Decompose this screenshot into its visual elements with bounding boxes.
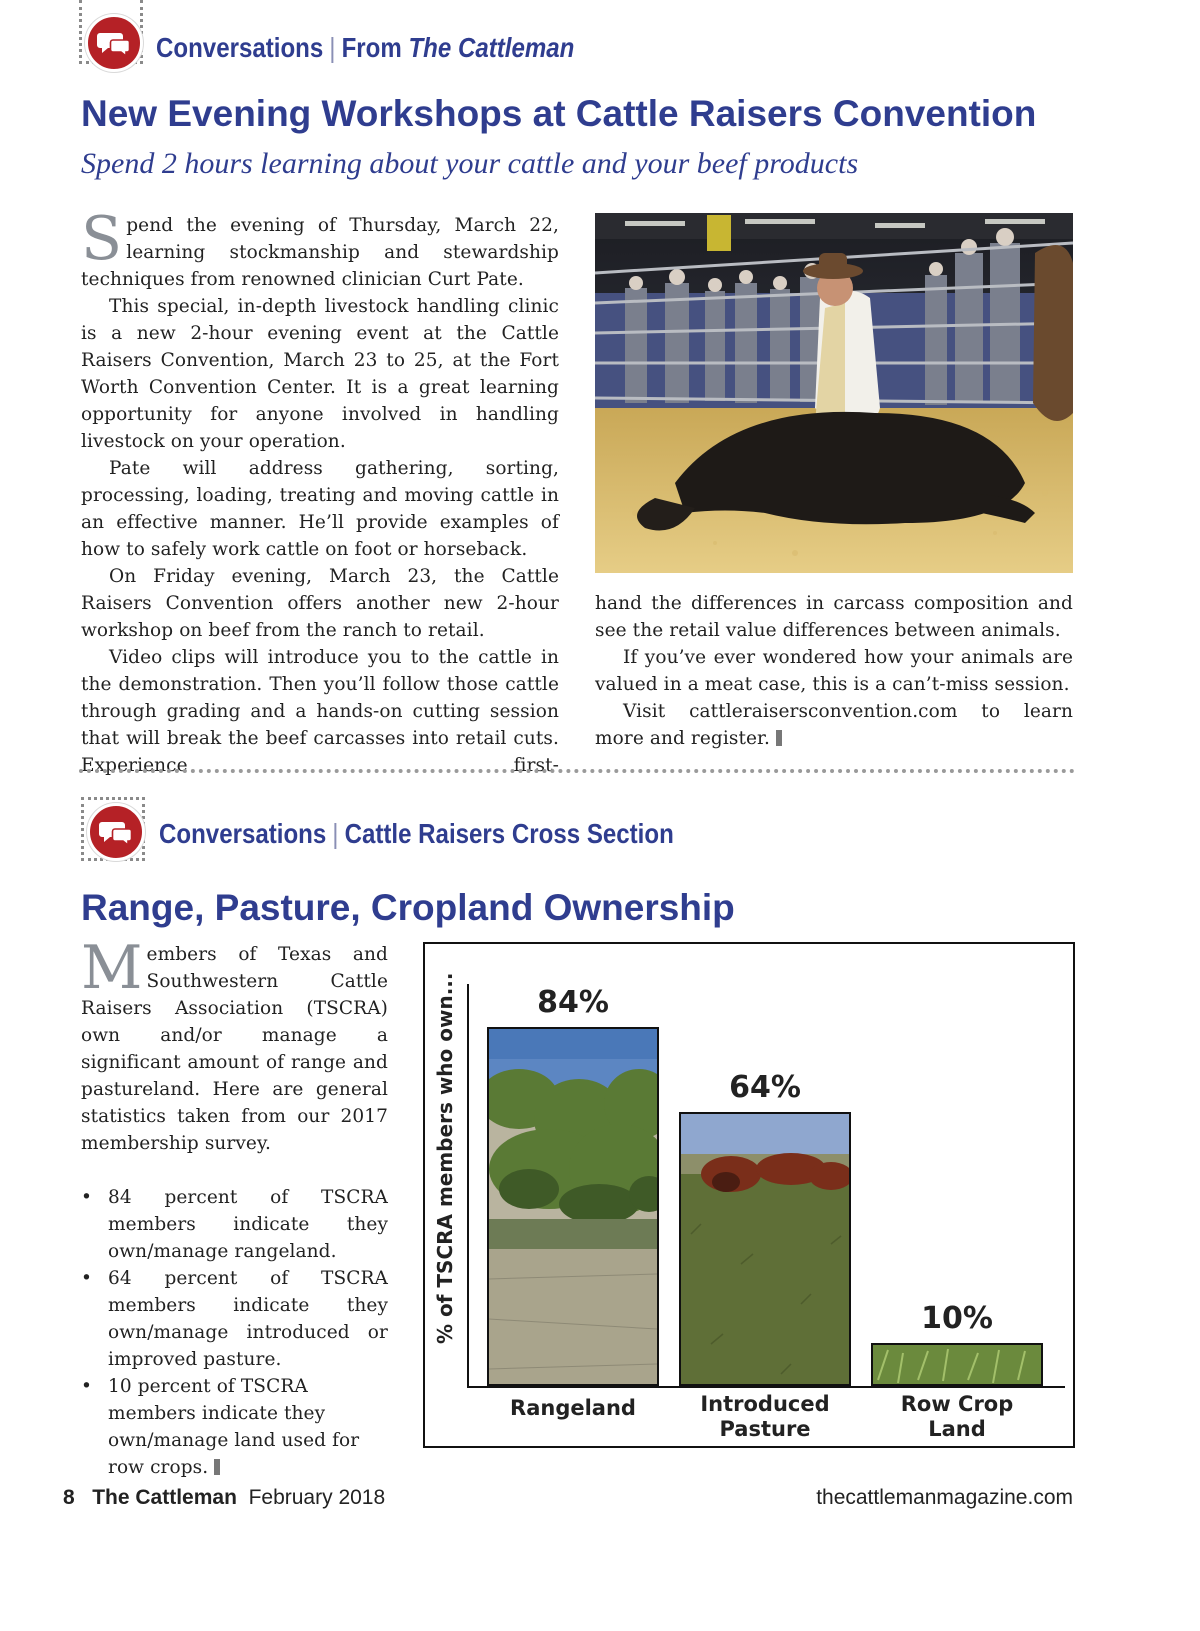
website-link[interactable]: thecattlemanmagazine.com	[816, 1486, 1073, 1509]
tag-separator: |	[332, 818, 339, 849]
speech-bubbles-icon	[87, 803, 145, 861]
section-divider	[79, 769, 1075, 773]
category-label: Introduced Pasture	[700, 1392, 830, 1441]
paragraph: Spend the evening of Thursday, March 22, learning stockmanship and stewardship techniques from renowned clinician Curt Pate.	[81, 204, 559, 290]
cross-section-text	[81, 933, 388, 1481]
paragraph: Visit cattleraisersconvention.com to learn more and register.	[595, 701, 1073, 749]
section-tag	[156, 32, 574, 64]
drop-cap: M	[81, 933, 143, 1003]
paragraph: hand the differences in carcass composition and see the retail value differences between animals.	[595, 593, 1073, 641]
bar-value-label: 84%	[537, 985, 609, 1020]
tag-source: Cattle Raisers Cross Section	[344, 818, 674, 849]
article-deck: Spend 2 hours learning about your cattle and your beef products	[81, 147, 859, 180]
end-mark	[776, 730, 782, 746]
bar-row-crop-land	[871, 1343, 1043, 1386]
paragraph: On Friday evening, March 23, the Cattle Raisers Convention offers another new 2-hour workshop on beef from the ranch to retail.	[81, 566, 559, 641]
paragraph: Video clips will introduce you to the cattle in the demonstration. Then you’ll follow those cattle through grading and a hands-on cutting session that will break the beef carcasses into retail cuts. Experience first-	[81, 647, 559, 776]
paragraph: Pate will address gathering, sorting, processing, loading, treating and moving cattle in an effective manner. He’ll provide examples of how to safely work cattle on foot or horseback.	[81, 458, 559, 560]
end-mark	[214, 1459, 220, 1475]
paragraph: If you’ve ever wondered how your animals are valued in a meat case, this is a can’t-miss session.	[595, 647, 1073, 695]
article-column-right	[595, 590, 1073, 752]
section-headline: Range, Pasture, Cropland Ownership	[81, 887, 735, 928]
page-footer	[63, 1486, 385, 1510]
list-item: • 64 percent of TSCRA members indicate they own/manage introduced or improved pasture.	[81, 1265, 388, 1373]
clinic-photo	[595, 213, 1073, 573]
issue-date: February 2018	[248, 1486, 386, 1509]
x-axis-line	[467, 1386, 1065, 1388]
bar-introduced-pasture	[679, 1112, 851, 1386]
bar-value-label: 10%	[921, 1301, 993, 1336]
tag-source: The Cattleman	[408, 32, 575, 63]
tag-prefix: Conversations	[159, 818, 327, 849]
ownership-chart	[423, 942, 1075, 1448]
publication-name: The Cattleman	[92, 1486, 237, 1509]
tag-prefix: Conversations	[156, 32, 324, 63]
category-label: Rangeland	[510, 1396, 636, 1420]
article-headline: New Evening Workshops at Cattle Raisers Convention	[81, 93, 1037, 134]
bar-rangeland	[487, 1027, 659, 1386]
list-item: • 84 percent of TSCRA members indicate they own/manage rangeland.	[81, 1184, 388, 1265]
section-tag	[159, 818, 674, 850]
page-number: 8	[63, 1486, 75, 1509]
stats-list	[81, 1184, 388, 1481]
tag-from: From	[341, 32, 402, 63]
article-column-left	[81, 204, 559, 779]
bar-value-label: 64%	[729, 1070, 801, 1105]
y-axis-line	[467, 984, 469, 1388]
section-tag-frame	[81, 797, 145, 861]
speech-bubbles-icon	[85, 14, 143, 72]
list-item: • 10 percent of TSCRA members indicate they own/manage land used for row crops.	[81, 1373, 388, 1481]
paragraph: This special, in-depth livestock handling clinic is a new 2-hour evening event at the Cattle Raisers Convention, March 23 to 25, at the Fort Worth Convention Center. It is a great learning opportunity for anyone involved in handling livestock on your operation.	[81, 296, 559, 452]
tag-separator: |	[329, 32, 336, 63]
section-tag-frame	[79, 0, 143, 64]
drop-cap: S	[81, 204, 123, 274]
category-label: Row Crop Land	[900, 1392, 1014, 1441]
intro-paragraph: Members of Texas and Southwestern Cattle Raisers Association (TSCRA) own and/or manage a significant amount of range and pastureland. Here are general statistics taken from our 2017 membership survey.	[81, 933, 388, 1154]
y-axis-title: % of TSCRA members who own...	[433, 972, 457, 1344]
